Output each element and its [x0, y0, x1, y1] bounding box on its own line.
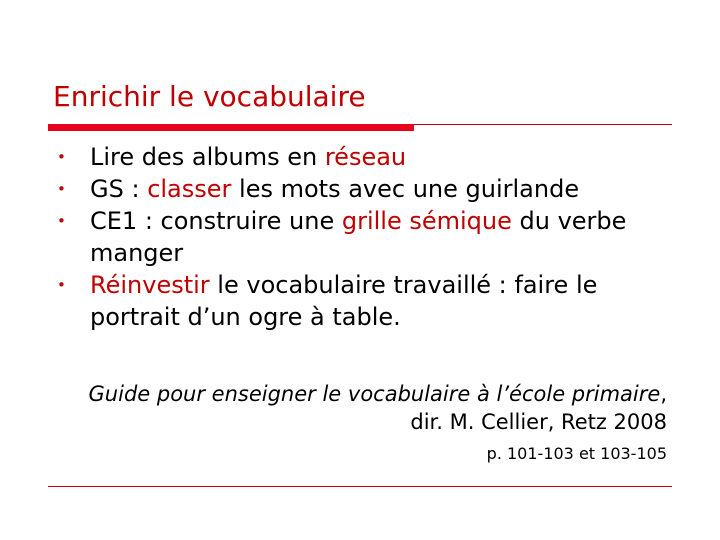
bullet-text: du verbe manger: [90, 207, 627, 267]
page-range: p. 101-103 et 103-105: [486, 444, 667, 463]
highlighted-term: grille sémique: [341, 207, 512, 235]
title-accent-bar: [48, 124, 414, 131]
bullet-text: le vocabulaire travaillé : faire le portrait d’un ogre à table.: [90, 271, 598, 331]
highlighted-term: classer: [147, 175, 232, 203]
bullet-list: [57, 141, 677, 333]
bullet-dot-icon: •: [57, 148, 66, 166]
slide-title: Enrichir le vocabulaire: [53, 80, 366, 113]
bullet-text: GS :: [90, 175, 148, 203]
bullet-text: les mots avec une guirlande: [231, 175, 580, 203]
footer-rule: [48, 486, 672, 487]
highlighted-term: réseau: [324, 143, 407, 171]
reference-citation: [67, 380, 667, 436]
bullet-text: CE1 : construire une: [90, 207, 342, 235]
bullet-item: [57, 205, 677, 269]
reference-book-title: Guide pour enseigner le vocabulaire à l’école primaire: [88, 382, 661, 406]
reference-details: , dir. M. Cellier, Retz 2008: [410, 382, 667, 434]
highlighted-term: Réinvestir: [90, 271, 210, 299]
bullet-dot-icon: •: [57, 276, 66, 294]
bullet-dot-icon: •: [57, 212, 66, 230]
bullet-text: Lire des albums en: [90, 143, 325, 171]
bullet-item: [57, 173, 677, 205]
bullet-dot-icon: •: [57, 180, 66, 198]
bullet-item: [57, 269, 677, 333]
bullet-item: [57, 141, 677, 173]
